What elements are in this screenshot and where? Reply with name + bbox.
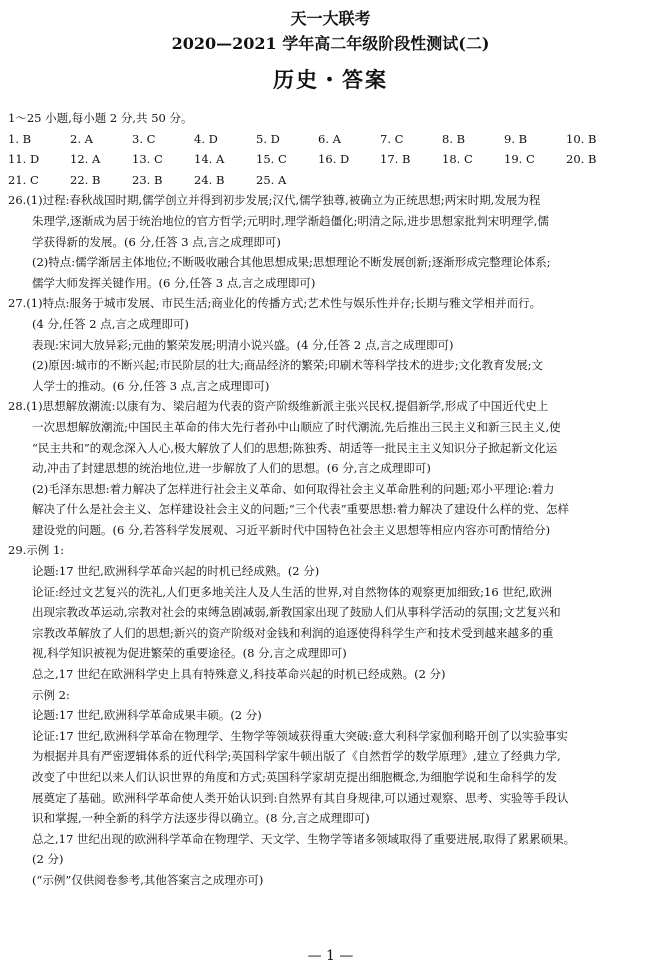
mc-answer: 19. C — [504, 152, 535, 167]
answer-line: 26.(1)过程:春秋战国时期,儒学创立并得到初步发展;汉代,儒学独尊,被确立为正统思想;两宋时期,发展为程 — [8, 193, 541, 208]
answer-line: 总之,17 世纪出现的欧洲科学革命在物理学、天文学、生物学等诸多领域取得了重要进展,取得了累累硕果。 — [32, 831, 576, 846]
question-26 — [8, 190, 652, 293]
answer-line: 宗教改革解放了人们的思想;新兴的资产阶级对金钱和利润的追逐使得科学生产和技术受到越来越多的重 — [32, 625, 554, 640]
answer-line: 29.示例 1: — [8, 543, 65, 558]
answer-line: 总之,17 世纪在欧洲科学史上具有特殊意义,科技革命兴起的时机已经成熟。(2 分) — [32, 667, 446, 682]
answer-line: (2)毛泽东思想:着力解决了怎样进行社会主义革命、如何取得社会主义革命胜利的问题;邓小平理论:着力 — [32, 481, 555, 496]
answer-line: 改变了中世纪以来人们认识世界的角度和方式;英国科学家胡克提出细胞概念,为细胞学说和生命科学的发 — [32, 770, 558, 784]
answer-line: 朱理学,逐渐成为居于统治地位的官方哲学;元明时,理学渐趋僵化;明清之际,进步思想家批判宋明理学,儒 — [32, 213, 549, 228]
answer-line: 出现宗教改革运动,宗教对社会的束缚急剧减弱,新教国家出现了鼓励人们从事科学活动的氛围;文艺复兴和 — [32, 605, 561, 620]
answer-line: 展奠定了基础。欧洲科学革命使人类开始认识到:自然界有其自身规律,可以通过观察、思考、实验等手段认 — [32, 790, 569, 805]
answer-line: 论题:17 世纪,欧洲科学革命兴起的时机已经成熟。(2 分) — [32, 564, 320, 579]
answer-line: 建设党的问题。(6 分,若答科学发展观、习近平新时代中国特色社会主义思想等相应内容亦可酌情给分) — [32, 522, 551, 537]
answer-line: 示例 2: — [32, 687, 70, 702]
mc-answer: 23. B — [132, 172, 163, 187]
mc-answer: 14. A — [194, 152, 225, 167]
answer-line: 27.(1)特点:服务于城市发展、市民生活;商业化的传播方式;艺术性与娱乐性并存;长期与雅文学相并而行。 — [8, 296, 542, 311]
mc-answer-grid — [8, 129, 652, 191]
exam-title: 2020—2021 学年高二年级阶段性测试(二) — [171, 34, 490, 53]
answer-line: 视,科学知识被视为促进繁荣的重要途径。(8 分,言之成理即可) — [32, 646, 347, 661]
answer-line: 识和掌握,一种全新的科学方法逐步得以确立。(8 分,言之成理即可) — [32, 811, 370, 826]
exam-organizer: 天一大联考 — [290, 9, 371, 28]
answer-line: 论证:经过文艺复兴的洗礼,人们更多地关注人及人生活的世界,对自然物体的观察更加细致;16 世纪,欧洲 — [32, 584, 552, 599]
mc-answer: 18. C — [442, 152, 473, 167]
mc-answer: 5. D — [256, 131, 280, 146]
mc-answer: 9. B — [504, 131, 528, 146]
answer-line: (“示例”仅供阅卷参考,其他答案言之成理亦可) — [32, 872, 264, 887]
mc-answer: 21. C — [8, 172, 39, 187]
answer-line: 学获得新的发展。(6 分,任答 3 点,言之成理即可) — [32, 234, 281, 249]
mc-answer: 13. C — [132, 152, 163, 167]
mc-answer: 3. C — [132, 131, 156, 146]
mc-answer: 4. D — [194, 131, 218, 146]
subject-title: 历史・答案 — [273, 67, 388, 92]
answer-line: 解决了什么是社会主义、怎样建设社会主义的问题;“三个代表”重要思想:着力解决了建设什么样的党、怎样 — [32, 502, 570, 517]
answer-line: 动,冲击了封建思想的统治地位,进一步解放了人们的思想。(6 分,言之成理即可) — [32, 461, 431, 476]
answer-line: 为根据并具有严密逻辑体系的近代科学;英国科学家牛顿出版了《自然哲学的数学原理》,建立了经典力学, — [32, 749, 561, 764]
mc-answer: 7. C — [380, 131, 404, 146]
mc-answer-row — [8, 149, 652, 170]
mc-answer-row — [8, 129, 652, 150]
mc-answer: 1. B — [8, 131, 32, 146]
page-number: — 1 — — [307, 948, 354, 964]
mc-answer: 8. B — [442, 131, 466, 146]
answer-line: (2)原因:城市的不断兴起;市民阶层的壮大;商品经济的繁荣;印刷术等科学技术的进步;文化教育发展;文 — [32, 358, 544, 373]
mc-answer: 25. A — [256, 172, 287, 187]
mc-answer: 20. B — [566, 152, 597, 167]
answer-line: 表现:宋词大放异彩;元曲的繁荣发展;明清小说兴盛。(4 分,任答 2 点,言之成理即可) — [32, 337, 454, 352]
question-29 — [8, 540, 652, 890]
mc-answer: 15. C — [256, 152, 287, 167]
mc-answer: 12. A — [70, 152, 101, 167]
answer-line: 人学士的推动。(6 分,任答 3 点,言之成理即可) — [32, 378, 270, 393]
answer-line: 儒学大师发挥关键作用。(6 分,任答 3 点,言之成理即可) — [32, 275, 316, 290]
answer-line: (2 分) — [32, 852, 64, 867]
mc-answer: 6. A — [318, 131, 341, 146]
mc-answer: 2. A — [70, 131, 93, 146]
answer-line: 论证:17 世纪,欧洲科学革命在物理学、生物学等领域获得重大突破:意大利科学家伽利略开创了以实验事实 — [32, 728, 568, 743]
question-27 — [8, 293, 652, 396]
mc-answer: 11. D — [8, 152, 40, 167]
mc-answer: 17. B — [380, 152, 411, 167]
mc-intro: 1～25 小题,每小题 2 分,共 50 分。 — [8, 111, 193, 125]
answer-line: 一次思想解放潮流;中国民主革命的伟大先行者孙中山顺应了时代潮流,先后推出三民主义和新三民主义,使 — [32, 419, 561, 434]
mc-answer: 16. D — [318, 152, 350, 167]
answer-line: 28.(1)思想解放潮流:以康有为、梁启超为代表的资产阶级维新派主张兴民权,提倡新学,形成了中国近代史上 — [8, 399, 549, 414]
answer-line: “民主共和”的观念深入人心,极大解放了人们的思想;陈独秀、胡适等一批民主主义知识分子掀起新文化运 — [32, 440, 558, 455]
mc-answer-row — [8, 170, 652, 191]
mc-answer: 10. B — [566, 131, 597, 146]
mc-answer: 22. B — [70, 172, 101, 187]
answer-line: (2)特点:儒学渐居主体地位;不断吸收融合其他思想成果;思想理论不断发展创新;逐渐形成完整理论体系; — [32, 255, 551, 270]
answer-line: 论题:17 世纪,欧洲科学革命成果丰硕。(2 分) — [32, 708, 262, 723]
question-28 — [8, 396, 652, 540]
answer-content — [8, 108, 652, 891]
answer-line: (4 分,任答 2 点,言之成理即可) — [32, 316, 189, 331]
mc-answer: 24. B — [194, 172, 225, 187]
